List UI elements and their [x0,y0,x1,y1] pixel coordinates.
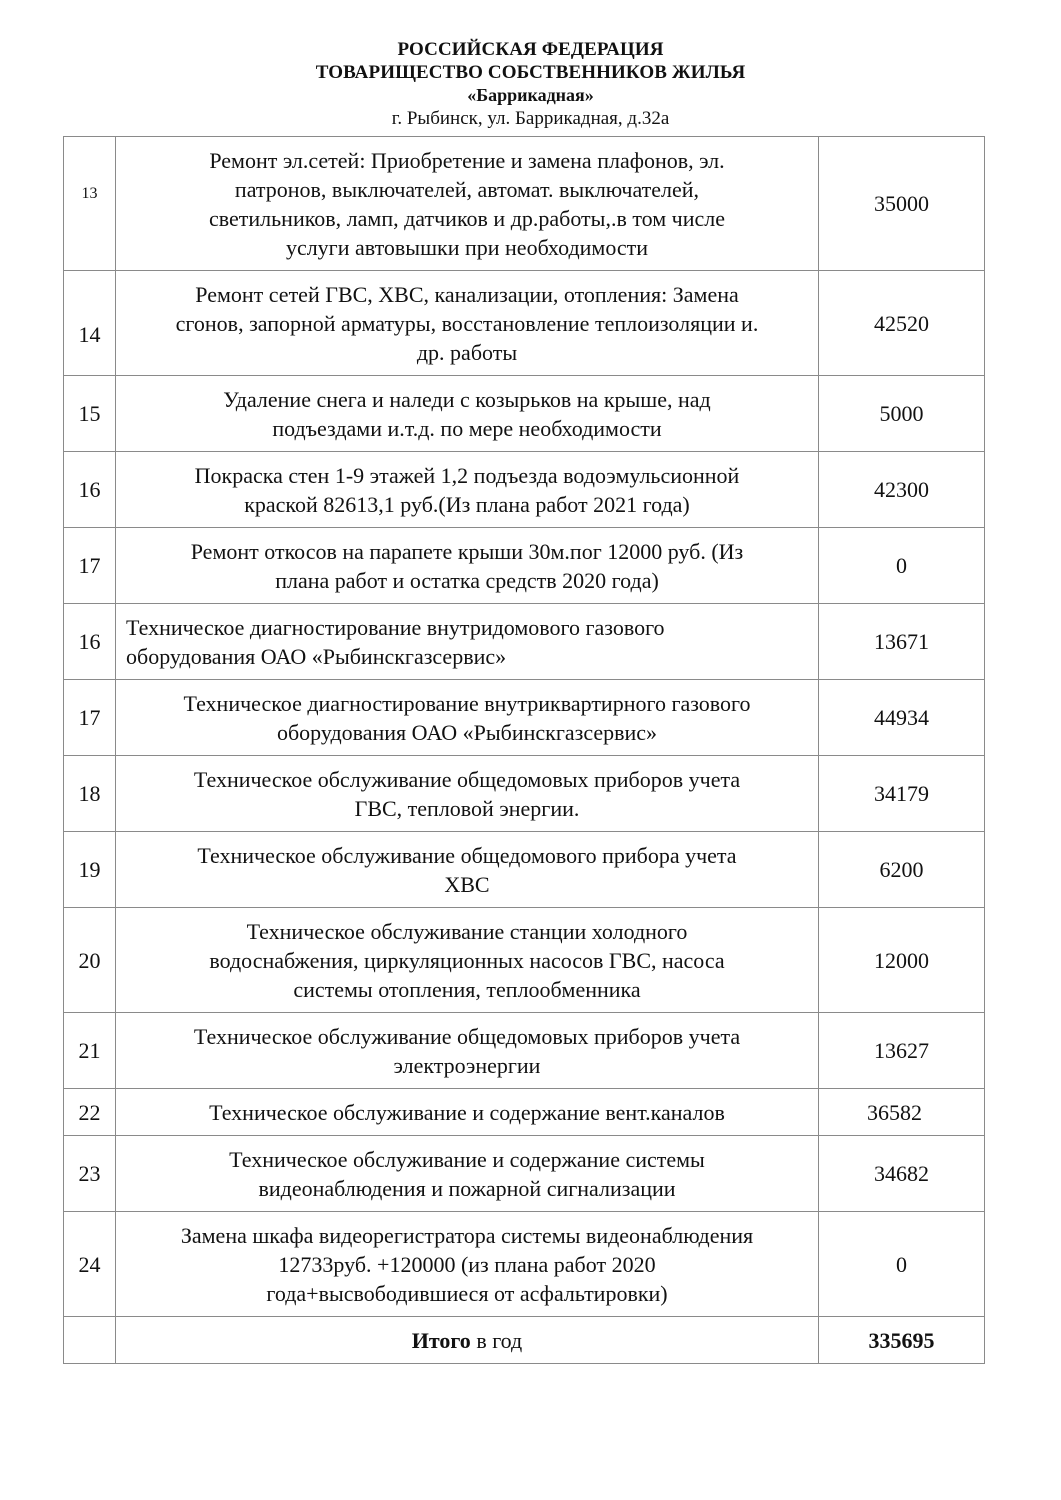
row-description [116,452,819,528]
works-table-body [64,137,985,1364]
description-line: оборудования ОАО «Рыбинскгазсервис» [276,719,658,745]
description-line: системы отопления, теплообменника [293,976,641,1002]
row-number: 22 [64,1089,116,1136]
description-line: Техническое диагностирование внутридомового газового [126,614,665,640]
row-number: 19 [64,832,116,908]
row-amount: 0 [819,528,985,604]
total-label-bold: Итого [411,1327,471,1353]
row-amount: 34682 [819,1136,985,1212]
description-line: плана работ и остатка средств 2020 года) [275,567,659,593]
description-line: светильников, ламп, датчиков и др.работы,.в том числе [208,205,726,231]
row-number: 15 [64,376,116,452]
total-number-cell [64,1317,116,1364]
row-number: 23 [64,1136,116,1212]
row-number: 17 [64,528,116,604]
row-amount: 44934 [819,680,985,756]
table-row [64,680,985,756]
description-line: ХВС [444,871,490,897]
row-amount: 42520 [819,271,985,376]
table-row [64,1136,985,1212]
row-description [116,832,819,908]
description-line: Техническое обслуживание общедомовых приборов учета [193,766,741,792]
row-amount: 36582 [819,1089,985,1136]
table-row [64,452,985,528]
table-row [64,376,985,452]
row-description [116,137,819,271]
row-description [116,680,819,756]
row-amount: 0 [819,1212,985,1317]
description-line: подъездами и.т.д. по мере необходимости [272,415,662,441]
description-line: Замена шкафа видеорегистратора системы видеонаблюдения [180,1222,754,1248]
row-description [116,1212,819,1317]
description-line: года+высвободившиеся от асфальтировки) [266,1280,668,1306]
table-row [64,756,985,832]
description-line: краской 82613,1 руб.(Из плана работ 2021 года) [244,491,690,517]
row-number: 17 [64,680,116,756]
row-number: 13 [64,137,116,271]
row-description [116,376,819,452]
description-line: услуги автовышки при необходимости [285,234,649,260]
row-amount: 5000 [819,376,985,452]
row-number: 24 [64,1212,116,1317]
document-header [0,38,1061,130]
row-number: 16 [64,604,116,680]
table-row [64,271,985,376]
table-row [64,528,985,604]
description-line: Ремонт откосов на парапете крыши 30м.пог 12000 руб. (Из [190,538,744,564]
description-line: патронов, выключателей, автомат. выключателей, [234,176,700,202]
row-description [116,756,819,832]
row-amount: 34179 [819,756,985,832]
total-label-rest: в год [470,1327,523,1353]
table-row [64,908,985,1013]
row-number: 16 [64,452,116,528]
row-number: 14 [64,271,116,376]
total-amount: 335695 [819,1317,985,1364]
header-organization: ТОВАРИЩЕСТВО СОБСТВЕННИКОВ ЖИЛЬЯ [315,62,746,83]
table-row [64,832,985,908]
header-country: РОССИЙСКАЯ ФЕДЕРАЦИЯ [397,39,664,60]
description-line: Техническое обслуживание общедомового прибора учета [197,842,737,868]
description-line: водоснабжения, циркуляционных насосов ГВС, насоса [209,947,725,973]
description-line: Техническое диагностирование внутриквартирного газового [183,690,751,716]
description-line: Техническое обслуживание и содержание системы [229,1146,705,1172]
description-line: Техническое обслуживание и содержание вент.каналов [209,1099,725,1125]
description-line: оборудования ОАО «Рыбинскгазсервис» [126,643,507,669]
row-description [116,908,819,1013]
description-line: Ремонт сетей ГВС, ХВС, канализации, отопления: Замена [195,281,739,307]
row-amount: 12000 [819,908,985,1013]
row-description [116,528,819,604]
row-description [116,1136,819,1212]
description-line: сгонов, запорной арматуры, восстановление теплоизоляции и. [175,310,759,336]
row-number: 18 [64,756,116,832]
row-description [116,1013,819,1089]
description-line: Покраска стен 1-9 этажей 1,2 подъезда водоэмульсионной [194,462,740,488]
row-amount: 13627 [819,1013,985,1089]
works-table [63,136,985,1364]
row-description [116,604,819,680]
row-description [116,271,819,376]
header-org-name: «Баррикадная» [467,85,594,105]
table-row [64,604,985,680]
description-line: Ремонт эл.сетей: Приобретение и замена плафонов, эл. [209,147,725,173]
row-amount: 6200 [819,832,985,908]
total-row [64,1317,985,1364]
table-row [64,1013,985,1089]
row-number: 20 [64,908,116,1013]
row-amount: 42300 [819,452,985,528]
description-line: электроэнергии [393,1052,541,1078]
description-line: Удаление снега и наледи с козырьков на крыше, над [223,386,711,412]
row-amount: 35000 [819,137,985,271]
description-line: 12733руб. +120000 (из плана работ 2020 [278,1251,656,1277]
row-description [116,1089,819,1136]
table-row [64,137,985,271]
row-number: 21 [64,1013,116,1089]
description-line: Техническое обслуживание станции холодного [246,918,688,944]
description-line: видеонаблюдения и пожарной сигнализации [258,1175,676,1201]
row-amount: 13671 [819,604,985,680]
total-label [116,1317,819,1364]
table-row [64,1212,985,1317]
description-line: Техническое обслуживание общедомовых приборов учета [193,1023,741,1049]
description-line: ГВС, тепловой энергии. [354,795,580,821]
table-row [64,1089,985,1136]
header-address: г. Рыбинск, ул. Баррикадная, д.32а [391,108,670,129]
description-line: др. работы [416,339,518,365]
